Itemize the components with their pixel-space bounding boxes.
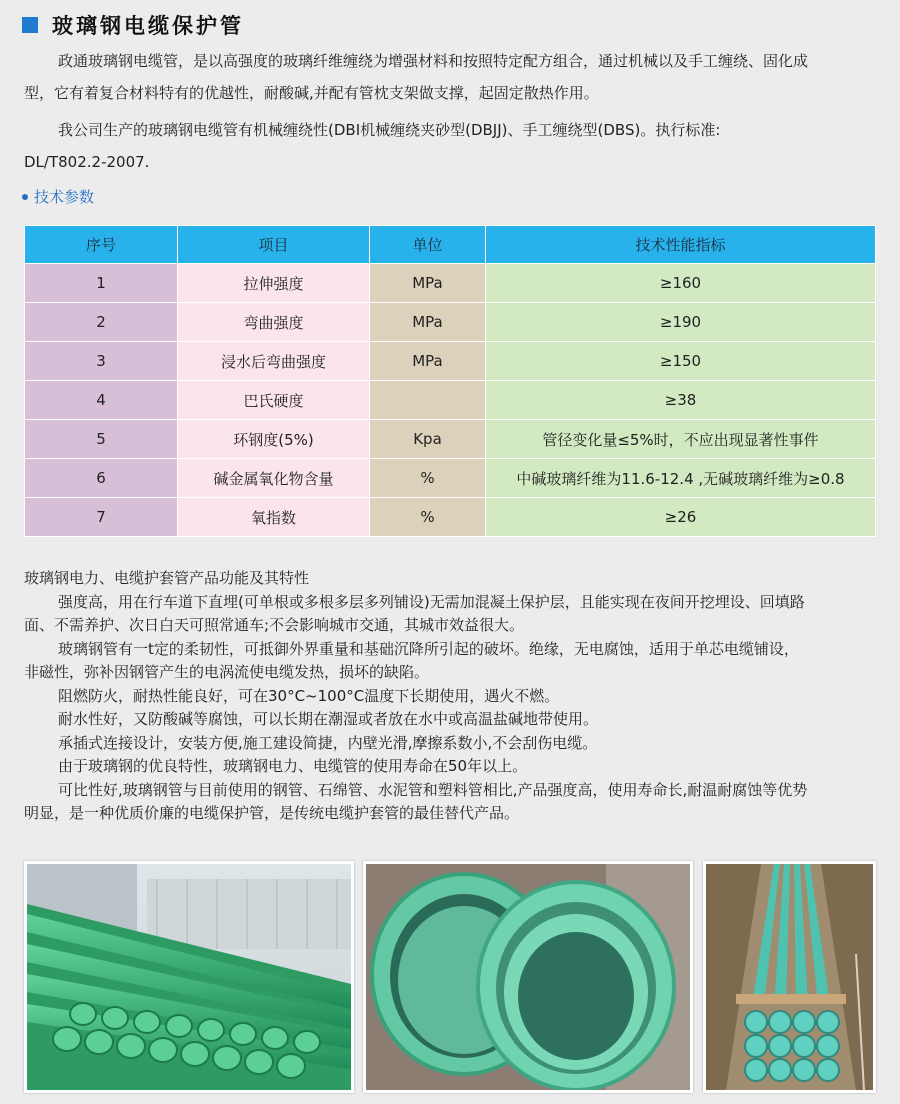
intro-p1-line1: 政通玻璃钢电缆管，是以高强度的玻璃纤维缠绕为增强材料和按照特定配方组合，通过机械以及手工缠绕、固化成 bbox=[58, 52, 809, 70]
cell-item: 环钢度(5%) bbox=[178, 420, 370, 459]
table-header-row bbox=[25, 226, 876, 264]
feature-line: 玻璃钢管有一t定的柔韧性，可抵御外界重量和基础沉降所引起的破坏。绝缘，无电腐蚀，适用于单芯电缆铺设， bbox=[58, 639, 799, 658]
feature-line: 承插式连接设计，安装方便,施工建设简捷，内壁光滑,摩擦系数小,不会刮伤电缆。 bbox=[58, 733, 598, 752]
cell-spec: ≥26 bbox=[486, 498, 876, 537]
cell-spec: ≥190 bbox=[486, 303, 876, 342]
cell-item: 氧指数 bbox=[178, 498, 370, 537]
stacked-pipes-image bbox=[27, 864, 351, 1090]
page-title: 玻璃钢电缆保护管 bbox=[52, 14, 244, 38]
header-spec: 技术性能指标 bbox=[486, 226, 876, 264]
intro-p2-line1: 我公司生产的玻璃钢电缆管有机械缠绕性(DBI机械缠绕夹砂型(DBJJ)、手工缠绕型(DBS)。执行标准: bbox=[58, 121, 721, 139]
cell-spec: 中碱玻璃纤维为11.6-12.4 ,无碱玻璃纤维为≥0.8 bbox=[486, 459, 876, 498]
feature-line: 面、不需养护、次日白天可照常通车;不会影响城市交通，其城市效益很大。 bbox=[24, 616, 525, 634]
intro-p1-line2: 型，它有着复合材料特有的优越性，耐酸碱,并配有管枕支架做支撑，起固定散热作用。 bbox=[24, 84, 599, 102]
feature-line: 非磁性，弥补因钢管产生的电涡流使电缆发热，损坏的缺陷。 bbox=[24, 663, 430, 681]
header-index: 序号 bbox=[25, 226, 178, 264]
page-header bbox=[22, 10, 244, 40]
cell-unit: % bbox=[370, 498, 486, 537]
cell-item: 弯曲强度 bbox=[178, 303, 370, 342]
photo-trench-pipes bbox=[703, 861, 876, 1093]
features-heading: 玻璃钢电力、电缆护套管产品功能及其特性 bbox=[24, 569, 310, 587]
section-label-tech-params bbox=[22, 186, 94, 207]
header-unit: 单位 bbox=[370, 226, 486, 264]
bullet-dot-icon bbox=[22, 194, 28, 200]
cell-spec: ≥160 bbox=[486, 264, 876, 303]
feature-line: 可比性好,玻璃钢管与目前使用的钢管、石绵管、水泥管和塑料管相比,产品强度高，使用寿命长,耐温耐腐蚀等优势 bbox=[58, 780, 808, 799]
cell-item: 碱金属氧化物含量 bbox=[178, 459, 370, 498]
cell-index: 5 bbox=[25, 420, 178, 459]
table-row bbox=[25, 264, 876, 303]
pipe-rings-image bbox=[366, 864, 690, 1090]
cell-index: 1 bbox=[25, 264, 178, 303]
title-square-icon bbox=[22, 17, 38, 33]
photo-pipe-rings bbox=[363, 861, 693, 1093]
intro-p2-line2: DL/T802.2-2007. bbox=[24, 153, 150, 171]
feature-line: 耐水性好，又防酸碱等腐蚀，可以长期在潮湿或者放在水中或高温盐碱地带使用。 bbox=[58, 710, 599, 728]
table-row bbox=[25, 342, 876, 381]
cell-unit: % bbox=[370, 459, 486, 498]
table-row bbox=[25, 381, 876, 420]
tech-params-table bbox=[24, 225, 876, 537]
header-item: 项目 bbox=[178, 226, 370, 264]
table-row bbox=[25, 303, 876, 342]
cell-index: 2 bbox=[25, 303, 178, 342]
photo-stacked-pipes bbox=[24, 861, 354, 1093]
cell-index: 6 bbox=[25, 459, 178, 498]
cell-item: 巴氏硬度 bbox=[178, 381, 370, 420]
cell-unit: MPa bbox=[370, 264, 486, 303]
cell-spec: 管径变化量≤5%时，不应出现显著性事件 bbox=[486, 420, 876, 459]
table-row bbox=[25, 498, 876, 537]
cell-spec: ≥38 bbox=[486, 381, 876, 420]
cell-spec: ≥150 bbox=[486, 342, 876, 381]
feature-line: 强度高，用在行车道下直埋(可单根或多根多层多列铺设)无需加混凝土保护层，且能实现在夜间开挖埋设、回填路 bbox=[58, 592, 805, 611]
section-label-text: 技术参数 bbox=[34, 188, 95, 206]
cell-unit: MPa bbox=[370, 303, 486, 342]
trench-pipes-image bbox=[706, 864, 873, 1090]
feature-line: 明显，是一种优质价廉的电缆保护管，是传统电缆护套管的最佳替代产品。 bbox=[24, 804, 520, 822]
feature-line: 由于玻璃钢的优良特性，玻璃钢电力、电缆管的使用寿命在50年以上。 bbox=[58, 757, 528, 775]
cell-item: 浸水后弯曲强度 bbox=[178, 342, 370, 381]
table-row bbox=[25, 420, 876, 459]
cell-unit: MPa bbox=[370, 342, 486, 381]
features-section bbox=[24, 567, 880, 826]
cell-index: 7 bbox=[25, 498, 178, 537]
intro-paragraph-1 bbox=[24, 45, 880, 109]
cell-unit: Kpa bbox=[370, 420, 486, 459]
cell-index: 4 bbox=[25, 381, 178, 420]
intro-paragraph-2 bbox=[24, 114, 880, 178]
feature-line: 阻燃防火，耐热性能良好，可在30°C~100°C温度下长期使用，遇火不燃。 bbox=[58, 686, 560, 705]
table-row bbox=[25, 459, 876, 498]
cell-unit bbox=[370, 381, 486, 420]
cell-index: 3 bbox=[25, 342, 178, 381]
cell-item: 拉伸强度 bbox=[178, 264, 370, 303]
